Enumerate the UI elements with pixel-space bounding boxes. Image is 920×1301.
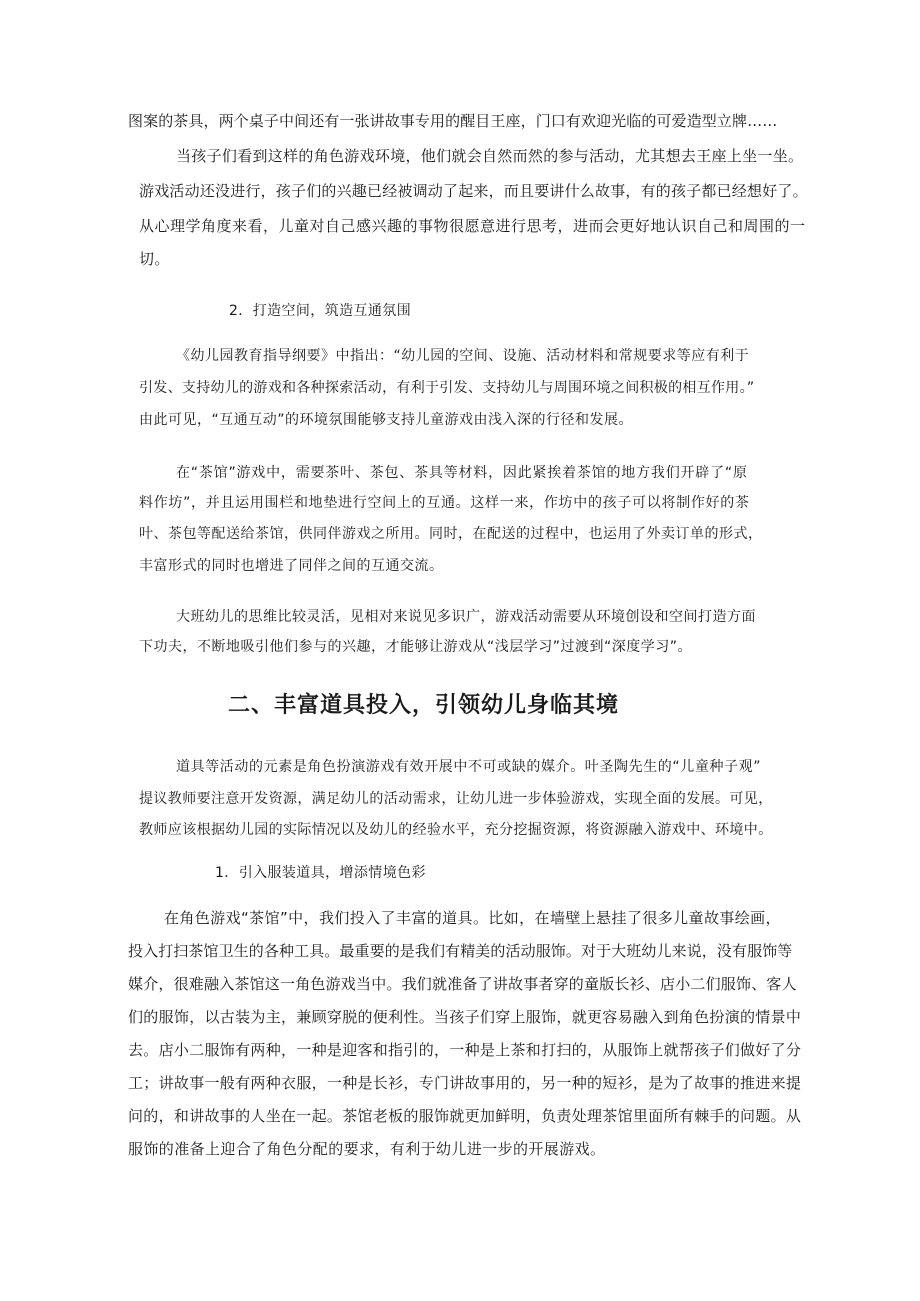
paragraph-line: 提议教师要注意开发资源，满足幼儿的活动需求，让幼儿进一步体验游戏，实现全面的发展。可见， [139,791,773,807]
paragraph-line: 《幼儿园教育指导纲要》中指出：“幼儿园的空间、设施、活动材料和常规要求等应有利于 [176,348,750,364]
subsection-heading: 1．引入服装道具，增添情境色彩 [215,865,426,881]
paragraph-line: 下功夫，不断地吸引他们参与的兴趣，才能够让游戏从“浅层学习”过渡到“深度学习”。 [139,639,693,655]
paragraph-line: 媒介，很难融入茶馆这一角色游戏当中。我们就准备了讲故事者穿的童版长衫、店小二们服饰、客人 [128,975,797,993]
subsection-heading: 2．打造空间，筑造互通氛围 [229,303,412,319]
paragraph-line: 在“茶馆”游戏中，需要茶叶、茶包、茶具等材料，因此紧挨着茶馆的地方我们开辟了“原 [176,465,748,481]
paragraph-line: 由此可见，“互通互动”的环境氛围能够支持儿童游戏由浅入深的行径和发展。 [139,412,634,428]
paragraph-line: 大班幼儿的思维比较灵活，见相对来说见多识广，游戏活动需要从环境创设和空间打造方面 [176,609,756,625]
paragraph-line: 丰富形式的同时也增进了同伴之间的互通交流。 [139,558,444,574]
paragraph-line: 道具等活动的元素是角色扮演游戏有效开展中不可或缺的媒介。叶圣陶先生的“儿童种子观” [176,759,762,775]
paragraph-line: 游戏活动还没进行，孩子们的兴趣已经被调动了起来，而且要讲什么故事，有的孩子都已经想好了。 [139,182,808,200]
paragraph-line: 从心理学角度来看，儿童对自己感兴趣的事物很愿意进行思考，进而会更好地认识自己和周围的一 [139,217,806,235]
paragraph-line: 图案的茶具，两个桌子中间还有一张讲故事专用的醒目王座，门口有欢迎光临的可爱造型立牌…… [128,112,778,130]
paragraph-line: 教师应该根据幼儿园的实际情况以及幼儿的经验水平，充分挖掘资源，将资源融入游戏中、环境中。 [139,822,773,838]
paragraph-line: 切。 [139,250,170,268]
paragraph-line: 服饰的准备上迎合了角色分配的要求，有利于幼儿进一步的开展游戏。 [128,1140,606,1158]
paragraph-line: 工；讲故事一般有两种衣服，一种是长衫，专门讲故事用的，另一种的短衫，是为了故事的推进来提 [128,1074,802,1092]
paragraph-line: 投入打扫茶馆卫生的各种工具。最重要的是我们有精美的活动服饰。对于大班幼儿来说，没有服饰等 [128,942,793,960]
paragraph-line: 引发、支持幼儿的游戏和各种探索活动，有利于引发、支持幼儿与周围环境之间积极的相互作用。” [139,380,755,396]
paragraph-line: 叶、茶包等配送给茶馆，供同伴游戏之所用。同时，在配送的过程中，也运用了外卖订单的形式， [139,526,763,542]
paragraph-line: 去。店小二服饰有两种，一种是迎客和指引的，一种是上茶和打扫的，从服饰上就帮孩子们做好了分 [128,1041,802,1059]
paragraph-line: 当孩子们看到这样的角色游戏环境，他们就会自然而然的参与活动，尤其想去王座上坐一坐。 [176,147,804,165]
paragraph-line: 料作坊”，并且运用围栏和地垫进行空间上的互通。这样一来，作坊中的孩子可以将制作好的茶 [139,495,750,511]
paragraph-line: 问的，和讲故事的人坐在一起。茶馆老板的服饰就更加鲜明，负责处理茶馆里面所有棘手的问题。从 [128,1107,802,1125]
paragraph-line: 在角色游戏“茶馆”中，我们投入了丰富的道具。比如，在墙壁上悬挂了很多儿童故事绘画， [164,909,781,927]
paragraph-line: 们的服饰，以古装为主，兼顾穿脱的便利性。当孩子们穿上服饰，就更容易融入到角色扮演的情景中 [128,1008,802,1026]
section-heading: 二、丰富道具投入，引领幼儿身临其境 [228,693,620,718]
